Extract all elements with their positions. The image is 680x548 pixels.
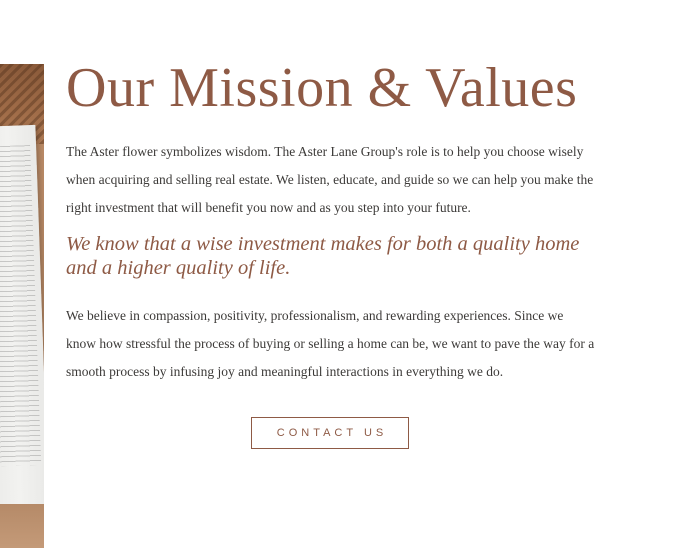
contact-us-button[interactable]: CONTACT US [251,417,409,449]
magazine-photo [0,64,44,548]
section-title: Our Mission & Values [66,57,578,119]
mission-paragraph-2: We believe in compassion, positivity, professionalism, and rewarding experiences. Since we know how stressful the process of buying or selling a home can be, we want to pave the way for a smooth process by infusing joy and meaningful interactions in everything we do. [66,308,595,379]
mission-quote: We know that a wise investment makes for both a quality home and a higher quality of life. [66,233,580,279]
magazine-text-lines [0,145,41,467]
mission-paragraph-1: The Aster flower symbolizes wisdom. The Aster Lane Group's role is to help you choose wisely when acquiring and selling real estate. We listen, educate, and guide so we can help you make the right investment that will benefit you now and as you step into your future. [66,144,594,215]
mission-content [66,54,596,386]
cta-wrapper [251,417,409,449]
magazine-page [0,125,44,507]
wood-surface [0,504,44,548]
